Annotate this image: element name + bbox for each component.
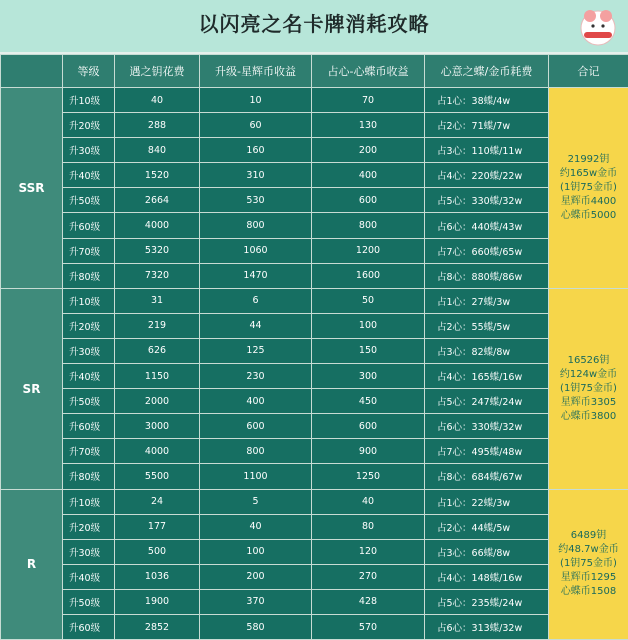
rarity-cell: SSR (1, 88, 63, 289)
heart-coin-cell: 1200 (312, 238, 425, 263)
heart-coin-cell: 428 (312, 589, 425, 614)
header-key-cost: 遇之钥花费 (115, 55, 200, 88)
star-coin-cell: 60 (200, 113, 312, 138)
total-line: 心蝶币5000 (549, 209, 628, 223)
butterfly-gold-cell: 占3心：82蝶/8w (425, 338, 549, 363)
level-cell: 升50级 (63, 589, 115, 614)
total-line: 16526钥 (549, 354, 628, 368)
header-level: 等级 (63, 55, 115, 88)
snowman-decoration-icon (574, 2, 622, 50)
table-row (1, 188, 628, 213)
star-coin-cell: 100 (200, 539, 312, 564)
total-line: 约165w金币 (549, 167, 628, 181)
total-summary-cell (549, 489, 628, 640)
butterfly-gold-cell: 占3心：110蝶/11w (425, 138, 549, 163)
star-coin-cell: 1470 (200, 263, 312, 288)
table-row (1, 614, 628, 639)
table-row (1, 263, 628, 288)
butterfly-gold-cell: 占5心：330蝶/32w (425, 188, 549, 213)
butterfly-gold-cell: 占1心：22蝶/3w (425, 489, 549, 514)
table-row (1, 589, 628, 614)
star-coin-cell: 10 (200, 88, 312, 113)
heart-coin-cell: 600 (312, 414, 425, 439)
level-cell: 升80级 (63, 464, 115, 489)
level-cell: 升80级 (63, 263, 115, 288)
key-cost-cell: 1150 (115, 364, 200, 389)
star-coin-cell: 160 (200, 138, 312, 163)
key-cost-cell: 5500 (115, 464, 200, 489)
butterfly-gold-cell: 占6心：440蝶/43w (425, 213, 549, 238)
key-cost-cell: 840 (115, 138, 200, 163)
total-summary-cell (549, 288, 628, 489)
heart-coin-cell: 400 (312, 163, 425, 188)
butterfly-gold-cell: 占4心：148蝶/16w (425, 564, 549, 589)
heart-coin-cell: 40 (312, 489, 425, 514)
level-cell: 升10级 (63, 489, 115, 514)
key-cost-cell: 24 (115, 489, 200, 514)
heart-coin-cell: 1600 (312, 263, 425, 288)
level-cell: 升20级 (63, 514, 115, 539)
butterfly-gold-cell: 占8心：880蝶/86w (425, 263, 549, 288)
key-cost-cell: 4000 (115, 213, 200, 238)
heart-coin-cell: 80 (312, 514, 425, 539)
key-cost-cell: 288 (115, 113, 200, 138)
heart-coin-cell: 70 (312, 88, 425, 113)
table-row (1, 389, 628, 414)
star-coin-cell: 200 (200, 564, 312, 589)
level-cell: 升20级 (63, 113, 115, 138)
level-cell: 升50级 (63, 188, 115, 213)
heart-coin-cell: 50 (312, 288, 425, 313)
star-coin-cell: 310 (200, 163, 312, 188)
total-line: (1钥75金币) (549, 382, 628, 396)
table-row (1, 414, 628, 439)
header-rarity (1, 55, 63, 88)
level-cell: 升30级 (63, 138, 115, 163)
table-header-row (1, 55, 628, 88)
butterfly-gold-cell: 占3心：66蝶/8w (425, 539, 549, 564)
butterfly-gold-cell: 占7心：660蝶/65w (425, 238, 549, 263)
table-row (1, 238, 628, 263)
key-cost-cell: 2664 (115, 188, 200, 213)
key-cost-cell: 219 (115, 313, 200, 338)
heart-coin-cell: 900 (312, 439, 425, 464)
star-coin-cell: 800 (200, 213, 312, 238)
key-cost-cell: 626 (115, 338, 200, 363)
star-coin-cell: 530 (200, 188, 312, 213)
butterfly-gold-cell: 占6心：313蝶/32w (425, 614, 549, 639)
star-coin-cell: 400 (200, 389, 312, 414)
total-line: (1钥75金币) (549, 181, 628, 195)
butterfly-gold-cell: 占4心：165蝶/16w (425, 364, 549, 389)
table-row (1, 439, 628, 464)
level-cell: 升30级 (63, 539, 115, 564)
key-cost-cell: 2000 (115, 389, 200, 414)
star-coin-cell: 44 (200, 313, 312, 338)
key-cost-cell: 2852 (115, 614, 200, 639)
level-cell: 升40级 (63, 163, 115, 188)
header-butterfly-gold: 心意之蝶/金币耗费 (425, 55, 549, 88)
total-summary-cell (549, 88, 628, 289)
total-line: 心蝶币3800 (549, 410, 628, 424)
star-coin-cell: 1100 (200, 464, 312, 489)
total-line: 星辉币3305 (549, 396, 628, 410)
heart-coin-cell: 570 (312, 614, 425, 639)
table-row (1, 464, 628, 489)
level-cell: 升10级 (63, 288, 115, 313)
title-bar (0, 0, 628, 52)
star-coin-cell: 800 (200, 439, 312, 464)
header-heart-coin: 占心-心蝶币收益 (312, 55, 425, 88)
level-cell: 升70级 (63, 439, 115, 464)
rarity-cell: SR (1, 288, 63, 489)
table-row (1, 489, 628, 514)
rarity-cell: R (1, 489, 63, 640)
total-line: 6489钥 (549, 529, 628, 543)
heart-coin-cell: 100 (312, 313, 425, 338)
key-cost-cell: 31 (115, 288, 200, 313)
key-cost-cell: 1900 (115, 589, 200, 614)
key-cost-cell: 1520 (115, 163, 200, 188)
heart-coin-cell: 270 (312, 564, 425, 589)
butterfly-gold-cell: 占2心：55蝶/5w (425, 313, 549, 338)
key-cost-cell: 4000 (115, 439, 200, 464)
star-coin-cell: 1060 (200, 238, 312, 263)
star-coin-cell: 230 (200, 364, 312, 389)
table-row (1, 313, 628, 338)
butterfly-gold-cell: 占4心：220蝶/22w (425, 163, 549, 188)
header-total: 合记 (549, 55, 628, 88)
key-cost-cell: 40 (115, 88, 200, 113)
star-coin-cell: 5 (200, 489, 312, 514)
heart-coin-cell: 600 (312, 188, 425, 213)
heart-coin-cell: 1250 (312, 464, 425, 489)
level-cell: 升30级 (63, 338, 115, 363)
table-row (1, 213, 628, 238)
butterfly-gold-cell: 占6心：330蝶/32w (425, 414, 549, 439)
butterfly-gold-cell: 占7心：495蝶/48w (425, 439, 549, 464)
table-row (1, 514, 628, 539)
heart-coin-cell: 800 (312, 213, 425, 238)
star-coin-cell: 580 (200, 614, 312, 639)
key-cost-cell: 5320 (115, 238, 200, 263)
level-cell: 升50级 (63, 389, 115, 414)
table-row (1, 364, 628, 389)
key-cost-cell: 177 (115, 514, 200, 539)
table-row (1, 338, 628, 363)
total-line: 星辉币4400 (549, 195, 628, 209)
heart-coin-cell: 450 (312, 389, 425, 414)
butterfly-gold-cell: 占5心：247蝶/24w (425, 389, 549, 414)
total-line: 星辉币1295 (549, 571, 628, 585)
total-line: 约124w金币 (549, 368, 628, 382)
butterfly-gold-cell: 占8心：684蝶/67w (425, 464, 549, 489)
table-row (1, 113, 628, 138)
butterfly-gold-cell: 占1心：27蝶/3w (425, 288, 549, 313)
level-cell: 升60级 (63, 414, 115, 439)
table-row (1, 163, 628, 188)
header-star-coin: 升级-星辉币收益 (200, 55, 312, 88)
key-cost-cell: 7320 (115, 263, 200, 288)
level-cell: 升60级 (63, 614, 115, 639)
heart-coin-cell: 300 (312, 364, 425, 389)
key-cost-cell: 3000 (115, 414, 200, 439)
total-line: 约48.7w金币 (549, 543, 628, 557)
table-body (1, 88, 628, 640)
heart-coin-cell: 150 (312, 338, 425, 363)
page-title: 以闪亮之名卡牌消耗攻略 (0, 8, 628, 37)
total-line: 心蝶币1508 (549, 585, 628, 599)
key-cost-cell: 500 (115, 539, 200, 564)
key-cost-cell: 1036 (115, 564, 200, 589)
heart-coin-cell: 200 (312, 138, 425, 163)
total-line: 21992钥 (549, 153, 628, 167)
butterfly-gold-cell: 占5心：235蝶/24w (425, 589, 549, 614)
level-cell: 升40级 (63, 364, 115, 389)
star-coin-cell: 125 (200, 338, 312, 363)
table-row (1, 564, 628, 589)
star-coin-cell: 40 (200, 514, 312, 539)
star-coin-cell: 370 (200, 589, 312, 614)
table-row (1, 288, 628, 313)
level-cell: 升10级 (63, 88, 115, 113)
table-row (1, 539, 628, 564)
star-coin-cell: 6 (200, 288, 312, 313)
table-row (1, 88, 628, 113)
total-line: (1钥75金币) (549, 557, 628, 571)
butterfly-gold-cell: 占2心：71蝶/7w (425, 113, 549, 138)
butterfly-gold-cell: 占2心：44蝶/5w (425, 514, 549, 539)
level-cell: 升20级 (63, 313, 115, 338)
table-row (1, 138, 628, 163)
heart-coin-cell: 120 (312, 539, 425, 564)
level-cell: 升60级 (63, 213, 115, 238)
star-coin-cell: 600 (200, 414, 312, 439)
card-cost-table (0, 54, 628, 640)
heart-coin-cell: 130 (312, 113, 425, 138)
butterfly-gold-cell: 占1心：38蝶/4w (425, 88, 549, 113)
level-cell: 升40级 (63, 564, 115, 589)
level-cell: 升70级 (63, 238, 115, 263)
